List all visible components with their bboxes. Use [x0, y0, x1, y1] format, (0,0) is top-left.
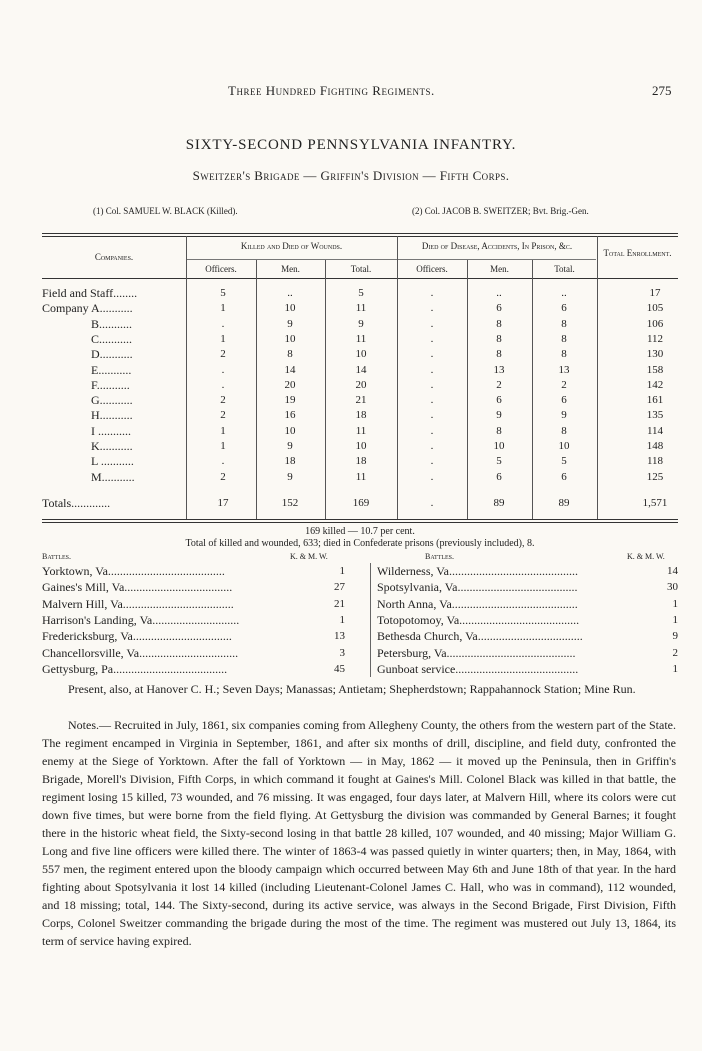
sub-header: Total.: [350, 264, 372, 274]
table-cell: 8: [496, 424, 502, 437]
battle-kmw: 14: [667, 565, 678, 577]
battle-kmw: 45: [334, 662, 345, 675]
killed-percent-note: 169 killed — 10.7 per cent.: [305, 526, 415, 537]
table-cell: .: [430, 302, 434, 315]
table-cell: 9: [287, 317, 293, 330]
notes-paragraph: [42, 716, 676, 950]
table-cell: 10: [284, 424, 296, 437]
sub-header: Total.: [554, 264, 575, 274]
company-label: I ...........: [91, 423, 131, 438]
table-cell: 89: [558, 497, 570, 509]
table-cell: 18: [355, 409, 367, 422]
battle-kmw: 1: [672, 597, 678, 610]
battle-name: Wilderness, Va...........................................: [377, 564, 578, 578]
company-label: C...........: [91, 331, 133, 346]
col-divider: [597, 236, 598, 519]
battle-kmw: 27: [334, 581, 345, 594]
sub-header: Men.: [490, 264, 509, 274]
battles-header-right: Battles.: [425, 552, 455, 561]
battle-kmw: 3: [339, 646, 345, 659]
table-cell: 2: [220, 348, 226, 361]
battle-kmw: 1: [672, 662, 678, 675]
sub-header: Officers.: [416, 264, 448, 274]
battle-kmw: 1: [339, 565, 345, 577]
col-divider: [397, 236, 398, 519]
enrollment-header: Total Enrollment.: [603, 248, 672, 258]
table-cell: .: [430, 363, 434, 376]
table-cell: 105: [646, 302, 664, 315]
table-mid-rule: [186, 259, 596, 260]
table-cell: 1: [220, 424, 226, 437]
table-cell: 9: [287, 470, 293, 483]
battle-kmw: 13: [334, 630, 345, 643]
table-cell: ..: [561, 287, 567, 299]
running-head: [0, 83, 702, 101]
table-cell: .: [221, 378, 225, 391]
table-cell: 18: [284, 455, 296, 468]
table-cell: 125: [646, 470, 664, 483]
table-cell: 6: [561, 394, 567, 407]
table-cell: 6: [561, 302, 567, 315]
table-cell: 14: [284, 363, 296, 376]
company-label: G...........: [91, 393, 133, 408]
table-cell: 13: [493, 363, 505, 376]
table-cell: 89: [493, 497, 505, 509]
table-cell: 169: [352, 497, 370, 509]
table-cell: 10: [284, 332, 296, 345]
table-cell: 158: [646, 363, 664, 376]
killed-wounded-note: Total of killed and wounded, 633; died in Confederate prisons (previously included), 8.: [185, 538, 535, 549]
sub-header: Officers.: [205, 264, 237, 274]
table-cell: 18: [355, 455, 367, 468]
battle-name: Gaines's Mill, Va....................................: [42, 580, 233, 595]
table-cell: 9: [561, 409, 567, 422]
battles-divider: [370, 563, 371, 677]
battle-name: Malvern Hill, Va.....................................: [42, 596, 234, 611]
table-bottom-rule: [42, 519, 678, 520]
table-top-rule: [42, 233, 678, 234]
table-cell: 19: [284, 394, 296, 407]
table-cell: 14: [355, 363, 367, 376]
totals-label: Totals.............: [42, 496, 111, 510]
table-cell: 2: [561, 378, 567, 391]
table-cell: 17: [217, 497, 229, 509]
notes-text: Notes.— Recruited in July, 1861, six companies coming from Allegheny County, the others from the western part of the State. The regiment encamped in Virginia in September, 1861, and after six months of drill, discipline, and field duty, confronted the enemy at the Siege of Yorktown. After the fall of Yorktown — in May, 1862 — it moved up the Peninsula, then in Griffin's Brigade, Morell's Division, Fifth Corps, in which command it fought at Gaines's Mill. Colonel Black was killed in that battle, the regiment losing 15 killed, 73 wounded, and 76 missing. It was engaged, four days later, at Malvern Hill, where its colors were cut down five times, but were borne from the field flying. At Gettysburg the division was commanded by General Barnes; it fought there in the historic wheat field, the Sixty-second losing in that battle 28 killed, 107 wounded, and 40 missing; Major William G. Long and five line officers were killed there. The winter of 1863-4 was passed quietly in winter quarters; then, in May, 1864, with 557 men, the regiment entered upon the bloody campaign which occurred between May 6th and June 18th of that year. In the hard fighting about Spotsylvania it lost 14 killed (including Lieutenant-Colonel James C. Hall, who was in command), 112 wounded, and 18 missing; total, 144. The Sixty-second, during its active service, was always in the Second Brigade, First Division, Fifth Corps, Colonel Sweitzer commanding the brigade during the most of the time. The regiment was mustered out July 13, 1864, its term of service having expired.: [42, 718, 676, 948]
table-cell: 20: [284, 378, 296, 391]
table-cell: 114: [646, 424, 664, 437]
table-cell: 10: [493, 440, 505, 452]
table-cell: 1: [220, 332, 226, 345]
battle-name: Gunboat service.........................................: [377, 661, 579, 676]
col-divider: [325, 260, 326, 519]
table-header-rule: [42, 278, 678, 279]
table-cell: 1: [220, 302, 226, 315]
commander-second: (2) Col. JACOB B. SWEITZER; Bvt. Brig.-Gen.: [412, 206, 589, 216]
sub-header: Men.: [281, 264, 300, 274]
table-bottom-rule-2: [42, 522, 678, 523]
table-cell: 13: [558, 363, 570, 376]
table-cell: 5: [496, 455, 502, 468]
table-cell: .: [430, 424, 434, 437]
battle-name: Fredericksburg, Va.................................: [42, 629, 232, 644]
table-cell: .: [430, 470, 434, 483]
table-cell: 2: [220, 394, 226, 407]
present-also-text: Present, also, at Hanover C. H.; Seven Days; Manassas; Antietam; Shepherdstown; Rappahannock Station; Mine Run.: [68, 682, 636, 696]
table-cell: 8: [561, 424, 567, 437]
present-also-paragraph: [42, 680, 676, 698]
table-cell: 10: [284, 302, 296, 315]
table-cell: 2: [496, 378, 502, 391]
battle-kmw: 21: [334, 597, 345, 610]
table-cell: 6: [496, 470, 502, 483]
col-divider: [467, 260, 468, 519]
company-label: H...........: [91, 408, 133, 423]
disease-header: Died of Disease, Accidents, In Prison, &c.: [421, 241, 573, 251]
company-label: E...........: [91, 362, 132, 377]
table-cell: .: [430, 497, 434, 509]
battle-name: Yorktown, Va.......................................: [42, 564, 225, 578]
table-cell: 5: [220, 287, 226, 299]
battle-name: Chancellorsville, Va.................................: [42, 645, 239, 660]
table-cell: 5: [561, 455, 567, 468]
battles-header-left: Battles.: [42, 552, 72, 561]
battle-name: Gettysburg, Pa......................................: [42, 661, 228, 676]
table-cell: ..: [496, 287, 502, 299]
table-cell: 106: [646, 317, 664, 330]
table-cell: 10: [355, 440, 367, 452]
table-cell: .: [430, 394, 434, 407]
table-cell: 2: [220, 409, 226, 422]
table-cell: .: [430, 287, 434, 299]
table-cell: 16: [284, 409, 296, 422]
table-cell: 8: [496, 317, 502, 330]
table-cell: .: [430, 455, 434, 468]
running-head-title: Three Hundred Fighting Regiments.: [228, 83, 435, 98]
battle-name: Spotsylvania, Va........................................: [377, 580, 578, 595]
table-top-rule-2: [42, 236, 678, 237]
page-title: SIXTY-SECOND PENNSYLVANIA INFANTRY.: [185, 137, 517, 153]
table-cell: .: [430, 440, 434, 452]
battle-name: Petersburg, Va...........................................: [377, 645, 576, 660]
col-divider: [532, 260, 533, 519]
table-cell: 118: [646, 455, 664, 468]
table-cell: 148: [646, 440, 664, 452]
commander-first: (1) Col. SAMUEL W. BLACK (Killed).: [93, 206, 238, 216]
kmw-header-right: K. & M. W.: [627, 552, 665, 561]
table-cell: 9: [496, 409, 502, 422]
table-cell: 6: [496, 302, 502, 315]
table-cell: .: [430, 348, 434, 361]
table-cell: 8: [561, 348, 567, 361]
kmw-header-left: K. & M. W.: [290, 552, 328, 561]
battle-name: Totopotomoy, Va........................................: [377, 612, 580, 627]
table-cell: 6: [561, 470, 567, 483]
table-cell: 8: [287, 348, 293, 361]
killed-header: Killed and Died of Wounds.: [240, 241, 343, 251]
company-label: Company A...........: [42, 301, 133, 316]
table-cell: 8: [496, 332, 502, 345]
page-number: 275: [652, 83, 672, 98]
table-cell: 11: [355, 332, 367, 345]
table-cell: .: [221, 455, 225, 468]
battle-kmw: 1: [672, 613, 678, 626]
table-cell: 10: [558, 440, 570, 452]
company-label: F...........: [91, 377, 130, 392]
table-cell: 5: [358, 287, 364, 299]
table-cell: 21: [355, 394, 367, 407]
battle-name: North Anna, Va..........................................: [377, 596, 578, 611]
table-cell: 142: [646, 378, 664, 391]
table-cell: .: [221, 363, 225, 376]
company-label: M...........: [91, 469, 135, 484]
table-cell: 9: [358, 317, 364, 330]
table-cell: 130: [646, 348, 664, 361]
table-cell: 20: [355, 378, 367, 391]
table-cell: 112: [646, 332, 664, 345]
table-cell: .: [221, 317, 225, 330]
company-label: L ...........: [91, 454, 134, 469]
table-cell: 11: [355, 424, 367, 437]
table-cell: 8: [496, 348, 502, 361]
table-cell: 17: [649, 287, 661, 299]
table-cell: .: [430, 409, 434, 422]
table-cell: .: [430, 378, 434, 391]
company-label: D...........: [91, 347, 133, 362]
page-subtitle: Sweitzer's Brigade — Griffin's Division — Fifth Corps.: [192, 168, 510, 183]
table-cell: .: [430, 317, 434, 330]
col-divider: [256, 260, 257, 519]
table-cell: 152: [281, 497, 299, 509]
table-cell: 11: [355, 302, 367, 315]
table-cell: 11: [355, 470, 367, 483]
table-cell: 161: [646, 394, 664, 407]
table-cell: 135: [646, 409, 664, 422]
table-cell: 8: [561, 332, 567, 345]
battle-kmw: 2: [672, 646, 678, 659]
table-cell: .: [430, 332, 434, 345]
table-cell: ..: [287, 287, 293, 299]
table-cell: 6: [496, 394, 502, 407]
table-cell: 10: [355, 348, 367, 361]
table-cell: 2: [220, 470, 226, 483]
table-cell: 1: [220, 440, 226, 452]
table-cell: 8: [561, 317, 567, 330]
company-label: K...........: [91, 439, 133, 453]
battle-name: Harrison's Landing, Va.............................: [42, 612, 240, 627]
battle-name: Bethesda Church, Va...................................: [377, 629, 583, 644]
company-label: Field and Staff........: [42, 286, 138, 300]
company-label: B...........: [91, 316, 133, 331]
table-cell: 9: [287, 440, 293, 452]
battle-kmw: 1: [339, 613, 345, 626]
companies-header: Companies.: [94, 252, 134, 262]
battle-kmw: 9: [672, 630, 678, 643]
table-cell: 1,571: [642, 497, 668, 509]
battle-kmw: 30: [667, 581, 678, 594]
